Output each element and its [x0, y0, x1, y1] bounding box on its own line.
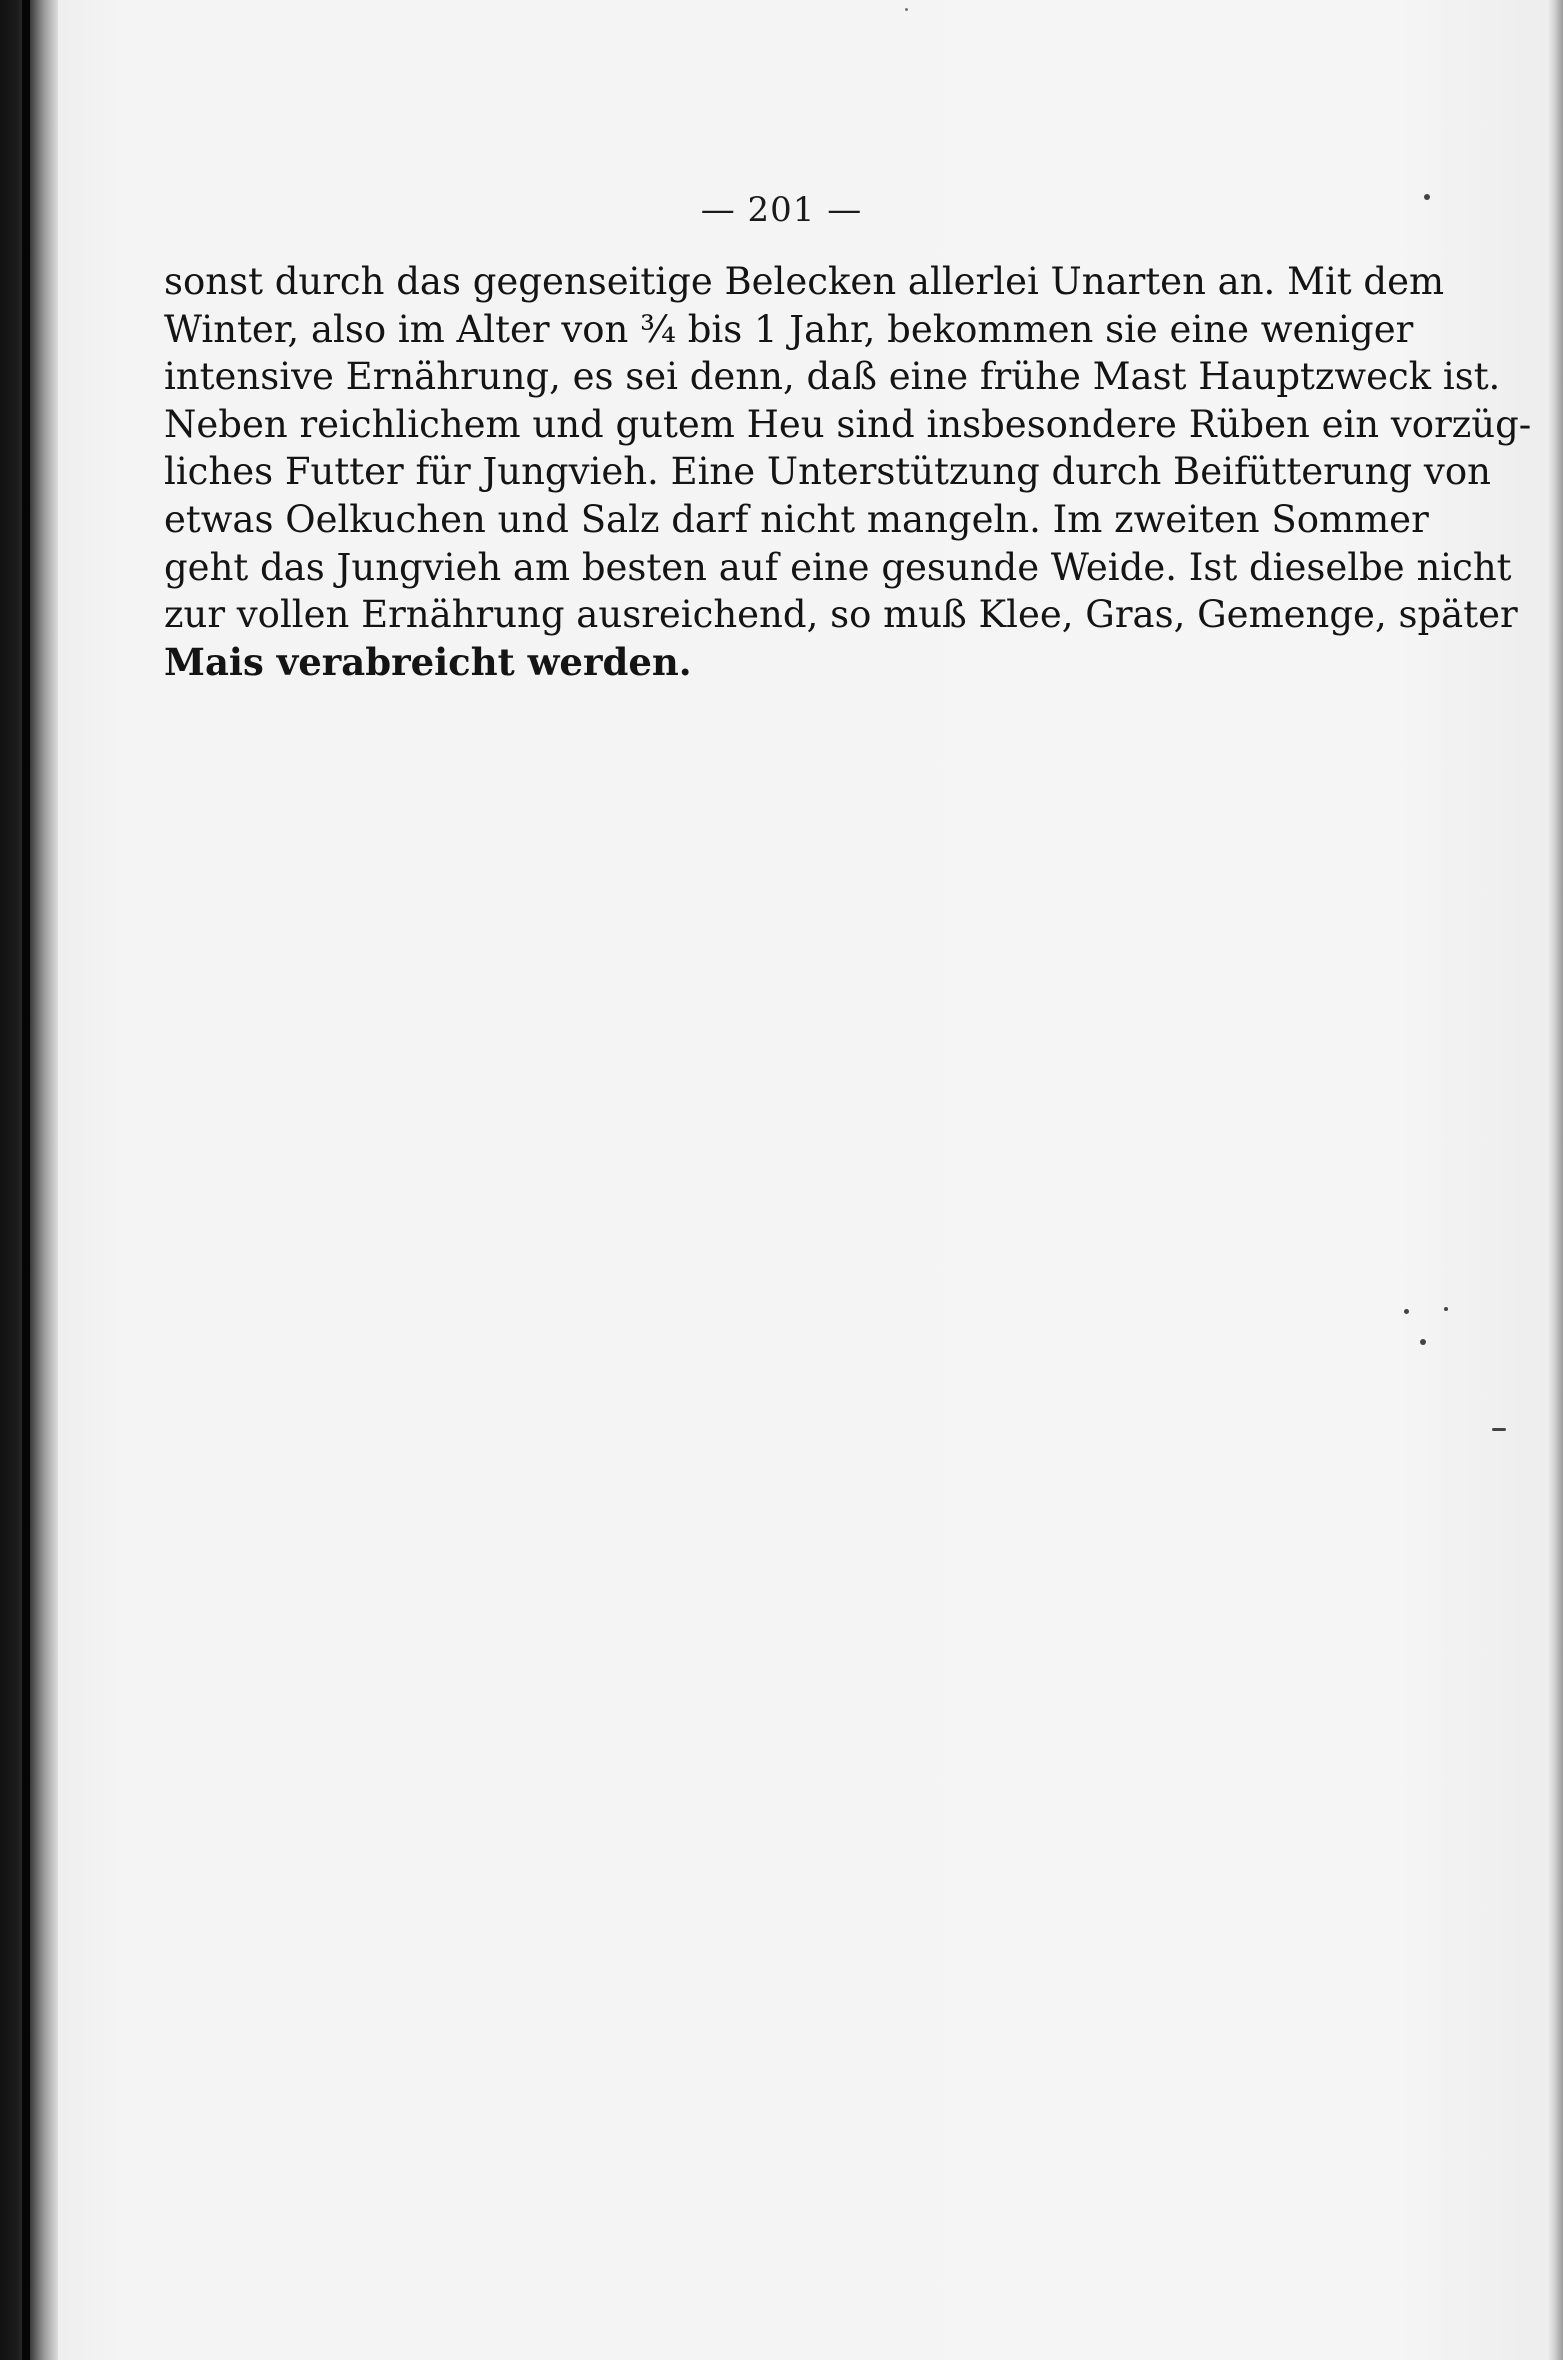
scan-speck [905, 8, 908, 11]
scan-speck [1492, 1428, 1506, 1431]
text-line: Winter, also im Alter von ¾ bis 1 Jahr, bekommen sie eine weniger [164, 307, 1414, 351]
text-line: Neben reichlichem und gutem Heu sind insbesondere Rüben ein vorzüg- [164, 402, 1532, 446]
scan-speck [1420, 1339, 1426, 1345]
scan-speck [1404, 1309, 1409, 1314]
page-edge-shadow [1547, 0, 1563, 2360]
book-binding-dark-strip [22, 0, 30, 2360]
text-line: sonst durch das gegenseitige Belecken allerlei Unarten an. Mit dem [164, 260, 1445, 303]
body-paragraph [164, 258, 1532, 686]
scan-speck [1424, 194, 1430, 200]
text-line: intensive Ernährung, es sei denn, daß eine frühe Mast Hauptzweck ist. [164, 355, 1501, 399]
text-line: liches Futter für Jungvieh. Eine Unterstützung durch Beifütterung von [164, 450, 1491, 494]
scan-speck [1444, 1307, 1448, 1311]
text-line-final: Mais verabreicht werden. [164, 639, 692, 684]
text-line: zur vollen Ernährung ausreichend, so muß Klee, Gras, Gemenge, später [164, 593, 1518, 637]
text-line: geht das Jungvieh am besten auf eine gesunde Weide. Ist dieselbe nicht [164, 545, 1512, 589]
text-line: etwas Oelkuchen und Salz darf nicht mangeln. Im zweiten Sommer [164, 497, 1429, 541]
page-number: — 201 — [700, 190, 863, 230]
book-binding-shadow [0, 0, 58, 2360]
